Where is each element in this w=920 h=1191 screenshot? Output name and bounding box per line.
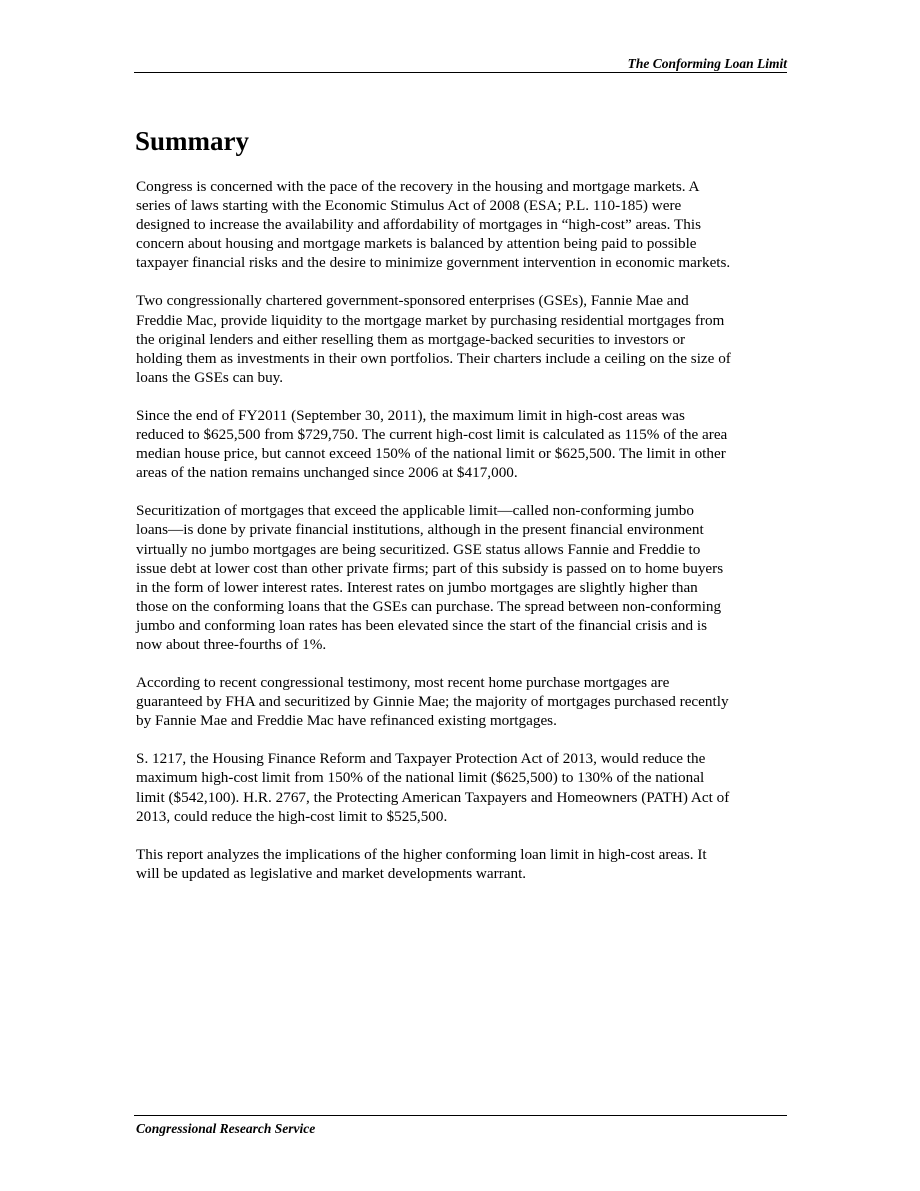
paragraph — [136, 501, 788, 654]
paragraph — [136, 177, 788, 272]
text-line: S. 1217, the Housing Finance Reform and Taxpayer Protection Act of 2013, would reduce the — [136, 750, 706, 768]
text-line: Two congressionally chartered government-sponsored enterprises (GSEs), Fannie Mae and — [136, 292, 689, 310]
text-line: issue debt at lower cost than other private firms; part of this subsidy is passed on to home buyers — [136, 559, 724, 577]
running-footer-organization: Congressional Research Service — [136, 1121, 316, 1136]
text-line: loans the GSEs can buy. — [136, 368, 284, 386]
paragraph — [136, 291, 788, 386]
paragraph — [136, 749, 788, 825]
text-line: maximum high-cost limit from 150% of the national limit ($625,500) to 130% of the national — [136, 769, 705, 787]
header-divider — [134, 72, 787, 73]
text-line: taxpayer financial risks and the desire to minimize government intervention in economic markets. — [136, 254, 731, 272]
text-line: virtually no jumbo mortgages are being securitized. GSE status allows Fannie and Freddie to — [136, 540, 701, 558]
text-line: Congress is concerned with the pace of the recovery in the housing and mortgage markets. A — [136, 178, 700, 195]
running-header-title: The Conforming Loan Limit — [627, 56, 787, 71]
text-line: median house price, but cannot exceed 150% of the national limit or $625,500. The limit in other — [136, 445, 726, 463]
text-line: the original lenders and either reselling them as mortgage-backed securities to investors or — [136, 330, 686, 348]
text-line: guaranteed by FHA and securitized by Ginnie Mae; the majority of mortgages purchased recently — [136, 693, 729, 711]
text-line: concern about housing and mortgage markets is balanced by attention being paid to possible — [136, 235, 697, 253]
paragraph — [136, 845, 788, 883]
text-line: reduced to $625,500 from $729,750. The current high-cost limit is calculated as 115% of the area — [136, 426, 728, 444]
text-line: jumbo and conforming loan rates has been elevated since the start of the financial crisis and is — [136, 616, 708, 634]
text-line: 2013, could reduce the high-cost limit to $525,500. — [136, 807, 448, 825]
text-line: According to recent congressional testimony, most recent home purchase mortgages are — [136, 674, 670, 692]
text-line: now about three-fourths of 1%. — [136, 635, 327, 653]
text-line: limit ($542,100). H.R. 2767, the Protecting American Taxpayers and Homeowners (PATH) Act of — [136, 788, 730, 806]
text-line: loans—is done by private financial institutions, although in the present financial environment — [136, 521, 704, 539]
footer-divider — [134, 1115, 787, 1116]
text-line: areas of the nation remains unchanged since 2006 at $417,000. — [136, 464, 518, 482]
text-line: designed to increase the availability and affordability of mortgages in “high-cost” areas. This — [136, 216, 701, 234]
paragraph — [136, 673, 788, 730]
text-line: holding them as investments in their own portfolios. Their charters include a ceiling on the size of — [136, 349, 731, 367]
summary-body — [136, 177, 788, 902]
text-line: Securitization of mortgages that exceed the applicable limit—called non-conforming jumbo — [136, 502, 694, 520]
text-line: Since the end of FY2011 (September 30, 2011), the maximum limit in high-cost areas was — [136, 406, 685, 424]
text-line: This report analyzes the implications of the higher conforming loan limit in high-cost areas. It — [136, 845, 707, 863]
section-heading: Summary — [135, 126, 249, 156]
text-line: will be updated as legislative and market developments warrant. — [136, 864, 527, 882]
text-line: Freddie Mac, provide liquidity to the mortgage market by purchasing residential mortgages from — [136, 311, 725, 329]
paragraph — [136, 406, 788, 482]
text-line: in the form of lower interest rates. Interest rates on jumbo mortgages are slightly higher than — [136, 578, 698, 596]
text-line: by Fannie Mae and Freddie Mac have refinanced existing mortgages. — [136, 712, 557, 730]
text-line: series of laws starting with the Economic Stimulus Act of 2008 (ESA; P.L. 110-185) were — [136, 197, 682, 215]
text-line: those on the conforming loans that the GSEs can purchase. The spread between non-conforming — [136, 597, 722, 615]
